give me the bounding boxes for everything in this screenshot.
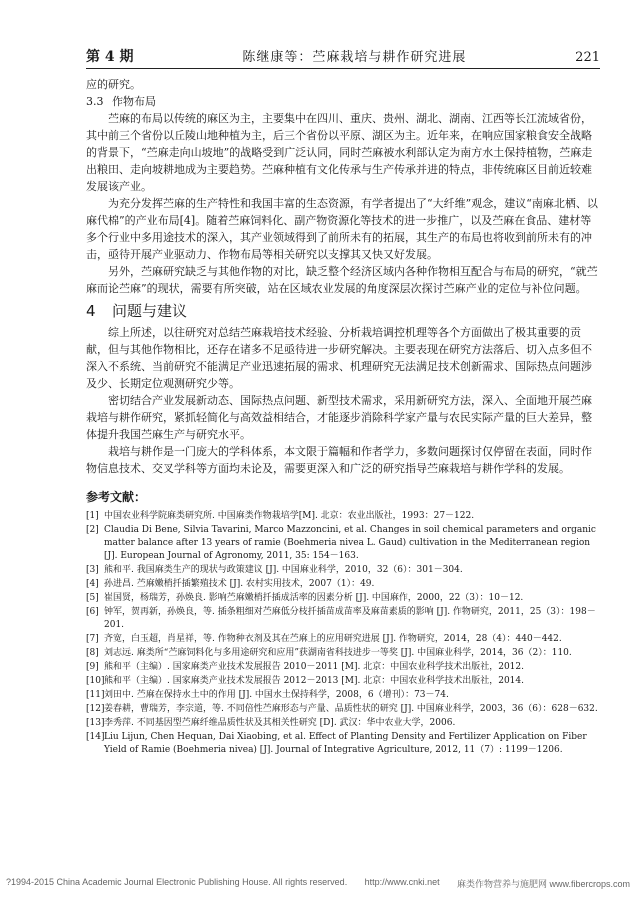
reference-text: 钟军，贺再新，孙焕良，等. 插条粗细对苎麻低分枝扦插苗成苗率及麻苗素质的影响 [J]. 作物研究，2011，25（3）：198－201. (104, 607, 596, 630)
reference-item (86, 564, 600, 577)
running-title: 陈继康等：苎麻栽培与耕作研究进展 (242, 50, 467, 65)
reference-text: Liu Lijun, Chen Hequan, Dai Xiaobing, et al. Effect of Planting Density and Fertilizer Application on Fiber Yield of Ramie (Boehmeria nivea) [J]. Journal of Integrative Agriculture, 2012, 11（7）: 1199－1206. (104, 732, 587, 755)
reference-tag: [3] (86, 565, 99, 575)
reference-item (86, 731, 600, 757)
references-heading: 参考文献： (86, 490, 147, 504)
reference-item (86, 661, 600, 674)
copyright-notice: ?1994-2015 China Academic Journal Electronic Publishing House. All rights reserved. (6, 877, 348, 887)
reference-text: 刘志远. 麻类所“苎麻饲料化与多用途研究和应用”获湖南省科技进步一等奖 [J]. 中国麻业科学，2014，36（2）：110. (104, 648, 572, 658)
section-number: 4 (86, 302, 96, 320)
reference-tag: [5] (86, 593, 99, 603)
page-footer (0, 877, 636, 893)
reference-tag: [10] (86, 676, 105, 686)
reference-text: Claudia Di Bene, Silvia Tavarini, Marco Mazzoncini, et al. Changes in soil chemical parameters and organic matter balance after 13 years of ramie (Boehmeria nivea L. Gaud) cultivation in the Mediterranean region [J]. European Journal of Agronomy, 2011, 35: 154－163. (104, 525, 596, 561)
reference-tag: [6] (86, 607, 99, 617)
reference-text: 熊和平（主编）. 国家麻类产业技术发展报告 2012－2013 [M]. 北京：中国农业科学技术出版社，2014. (104, 676, 524, 686)
reference-item (86, 647, 600, 660)
reference-list (86, 510, 600, 757)
article-body (86, 76, 600, 758)
reference-item (86, 675, 600, 688)
reference-item (86, 578, 600, 591)
section-heading-4 (86, 303, 600, 320)
paragraph: 密切结合产业发展新动态、国际热点问题、新型技术需求，采用新研究方法，深入、全面地开展苎麻栽培与耕作研究，紧抓轻简化与高效益相结合，才能逐步消除科学家产量与农民实际产量的巨大差异，整体提升我国苎麻生产与研究水平。 (86, 394, 592, 441)
reference-text: 刘田中. 苎麻在保持水土中的作用 [J]. 中国水土保持科学，2008，6（增刊）：73－74. (104, 690, 449, 700)
reference-tag: [2] (86, 525, 99, 535)
reference-tag: [8] (86, 648, 99, 658)
paragraph: 综上所述，以往研究对总结苎麻栽培技术经验、分析栽培调控机理等各个方面做出了极其重要的贡献，但与其他作物相比，还存在诸多不足亟待进一步研究解决。主要表现在研究方法落后、切入点多但不深入不系统、当前研究不能满足产业迅速拓展的需求、机理研究无法满足技术创新需求、国际热点问题涉及少、长期定位观测研究少等。 (86, 326, 592, 390)
reference-tag: [12] (86, 704, 105, 714)
paragraph: 应的研究。 (86, 78, 141, 91)
section-title: 问题与建议 (112, 302, 188, 320)
paragraph: 为充分发挥苎麻的生产特性和我国丰富的生态资源，有学者提出了“大纤维”观念，建议“南麻北栖、以麻代棉”的产业布局[4]。随着苎麻饲料化、副产物资源化等技术的进一步推广，以及苎麻在食品、建材等多个行业中多用途技术的深入，其产业领域得到了前所未有的拓展，其生产的布局也将收到前所未有的冲击，亟待开展产业驱动力、作物布局等相关研究以支撑其又快又好发展。 (86, 197, 598, 261)
section-heading-3-3 (86, 93, 600, 110)
reference-text: 中国农业科学院麻类研究所. 中国麻类作物栽培学[M]. 北京：农业出版社，1993：27－122. (104, 511, 475, 521)
reference-tag: [13] (86, 718, 105, 728)
reference-tag: [7] (86, 634, 99, 644)
reference-tag: [1] (86, 511, 99, 521)
reference-item (86, 633, 600, 646)
paragraph: 苎麻的布局以传统的麻区为主，主要集中在四川、重庆、贵州、湖北、湖南、江西等长江流域省份，其中前三个省份以丘陵山地种植为主，后三个省份以平原、湖区为主。近年来，在响应国家粮食安全战略的背景下，“苎麻走向山坡地”的战略受到广泛认同，同时苎麻被水利部认定为南方水土保持植物，苎麻走出粮田、走向坡耕地成为主要趋势。苎麻种植有文化传承与生产传承并进的特点，非传统麻区目前近较难发展该产业。 (86, 112, 593, 193)
reference-item (86, 703, 600, 716)
page-number: 221 (575, 50, 600, 65)
reference-text: 熊和平（主编）. 国家麻类产业技术发展报告 2010－2011 [M]. 北京：中国农业科学技术出版社，2012. (104, 662, 524, 672)
reference-tag: [9] (86, 662, 99, 672)
section-number: 3.3 (86, 95, 104, 108)
reference-text: 熊和平. 我国麻类生产的现状与政策建议 [J]. 中国麻业科学，2010，32（6）：301－304. (104, 565, 463, 575)
issue-number: 第 4 期 (86, 49, 134, 65)
reference-item (86, 689, 600, 702)
watermark-text: 麻类作物营养与施肥网 www.fibercrops.com (456, 879, 630, 889)
reference-item (86, 592, 600, 605)
paragraph: 另外，苎麻研究缺乏与其他作物的对比，缺乏整个经济区域内各种作物相互配合与布局的研究，“就苎麻而论苎麻”的现状，需要有所突破，站在区域农业发展的角度深层次探讨苎麻产业的定位与补位问题。 (86, 265, 598, 295)
reference-text: 姜春耕，曹瑞芳，李宗道，等. 不同倍性苎麻形态与产量、品质性状的研究 [J]. 中国麻业科学，2003，36（6）：628－632. (104, 704, 598, 714)
reference-tag: [4] (86, 579, 99, 589)
reference-item (86, 717, 600, 730)
reference-text: 李秀萍. 不同基因型苎麻纤维品质性状及其相关性研究 [D]. 武汉：华中农业大学，2006. (104, 718, 456, 728)
section-title: 作物布局 (112, 95, 156, 108)
reference-item (86, 510, 600, 523)
reference-tag: [11] (86, 690, 105, 700)
page-header (86, 46, 600, 69)
reference-item (86, 606, 600, 632)
reference-item (86, 524, 600, 563)
reference-text: 齐宽，白玉超，肖星祥，等. 作物种衣剂及其在苎麻上的应用研究进展 [J]. 作物研究，2014，28（4）：440－442. (104, 634, 562, 644)
reference-tag: [14] (86, 732, 105, 742)
site-url[interactable]: http://www.cnki.net (364, 877, 440, 887)
reference-text: 崔国贤，杨瑞芳，孙焕良. 影响苎麻嫩梢扦插成活率的因素分析 [J]. 中国麻作，2000，22（3）：10－12. (104, 593, 524, 603)
paragraph: 栽培与耕作是一门庞大的学科体系，本文限于篇幅和作者学力，多数问题探讨仅停留在表面，同时作物信息技术、交叉学科等方面均未论及，需要更深入和广泛的研究指导苎麻栽培与耕作学科的发展。 (86, 445, 592, 475)
reference-text: 孙进昌. 苎麻嫩梢扦插繁殖技术 [J]. 农村实用技术，2007（1）：49. (104, 579, 375, 589)
